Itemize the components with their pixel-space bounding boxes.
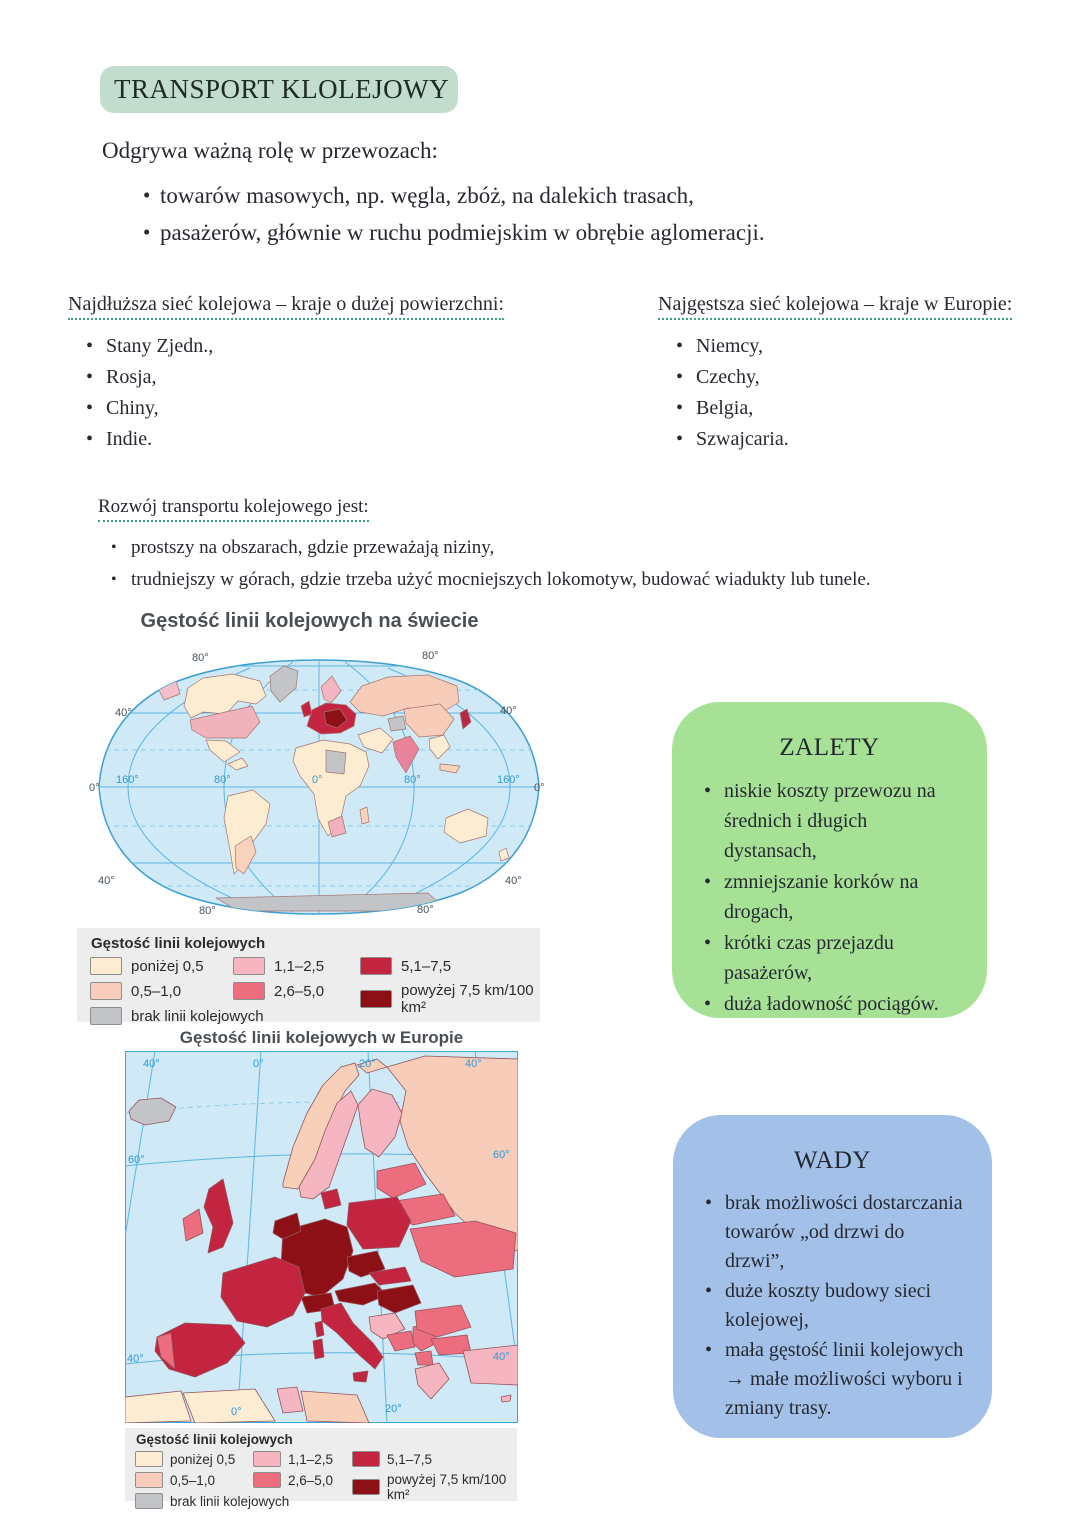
development-list bbox=[111, 532, 1028, 596]
svg-text:0°: 0° bbox=[534, 782, 545, 794]
list-item: • towarów masowych, np. węgla, zbóż, na dalekich trasach, bbox=[143, 177, 982, 214]
svg-text:40°: 40° bbox=[115, 707, 132, 719]
world-map-legend bbox=[77, 928, 540, 1025]
disadvantages-box bbox=[673, 1115, 992, 1438]
world-map bbox=[88, 646, 548, 918]
svg-text:20°: 20° bbox=[359, 1058, 376, 1070]
legend-swatch bbox=[253, 1451, 281, 1467]
svg-text:40°: 40° bbox=[505, 875, 522, 887]
list-item: • trudniejszy w górach, gdzie trzeba użyć mocniejszych lokomotyw, budować wiadukty lub tunele. bbox=[111, 564, 1028, 596]
svg-text:40°: 40° bbox=[98, 875, 115, 887]
legend-item: 5,1–7,5 bbox=[352, 1451, 517, 1467]
legend-item: 0,5–1,0 bbox=[90, 982, 264, 1000]
legend-swatch bbox=[90, 1007, 122, 1025]
svg-text:40°: 40° bbox=[143, 1058, 160, 1070]
densest-network-heading: Najgęstsza sieć kolejowa – kraje w Europie: bbox=[658, 293, 1012, 320]
svg-text:80°: 80° bbox=[404, 774, 421, 786]
world-map-title: Gęstość linii kolejowych na świecie bbox=[140, 610, 479, 632]
list-item: • mała gęstość linii kolejowych → małe możliwości wyboru i zmiany trasy. bbox=[699, 1336, 966, 1423]
legend-swatch bbox=[233, 982, 265, 1000]
svg-text:80°: 80° bbox=[417, 904, 434, 916]
list-item: • Stany Zjedn., bbox=[86, 331, 628, 362]
disadvantages-title: WADY bbox=[794, 1147, 871, 1174]
svg-text:160°: 160° bbox=[497, 774, 520, 786]
list-item: • pasażerów, głównie w ruchu podmiejskim w obrębie aglomeracji. bbox=[143, 214, 982, 251]
legend-item: brak linii kolejowych bbox=[90, 1007, 264, 1025]
advantages-title: ZALETY bbox=[779, 734, 880, 761]
page-title-text: TRANSPORT KLOLEJOWY bbox=[114, 74, 450, 104]
advantages-box bbox=[672, 702, 987, 1018]
legend-item: powyżej 7,5 km/100 km² bbox=[352, 1472, 517, 1502]
legend-swatch bbox=[233, 957, 265, 975]
legend-swatch bbox=[360, 957, 392, 975]
list-item: • Rosja, bbox=[86, 362, 628, 393]
longest-network-list bbox=[86, 331, 628, 455]
legend-item: 1,1–2,5 bbox=[233, 957, 324, 975]
legend-item: brak linii kolejowych bbox=[135, 1493, 289, 1509]
svg-text:160°: 160° bbox=[116, 774, 139, 786]
list-item: • Indie. bbox=[86, 424, 628, 455]
svg-text:40°: 40° bbox=[465, 1058, 482, 1070]
legend-item: 2,6–5,0 bbox=[233, 982, 324, 1000]
legend-title: Gęstość linii kolejowych bbox=[136, 1432, 293, 1447]
legend-item: 5,1–7,5 bbox=[360, 957, 540, 975]
longest-network-section bbox=[68, 293, 628, 455]
svg-text:80°: 80° bbox=[214, 774, 231, 786]
svg-text:0°: 0° bbox=[89, 782, 100, 794]
legend-swatch bbox=[352, 1451, 380, 1467]
europe-map-legend bbox=[125, 1428, 517, 1509]
intro-text: Odgrywa ważną rolę w przewozach: bbox=[102, 138, 438, 163]
svg-text:60°: 60° bbox=[128, 1154, 145, 1166]
list-item: • Niemcy, bbox=[676, 331, 1058, 362]
legend-swatch bbox=[90, 957, 122, 975]
legend-swatch bbox=[352, 1479, 380, 1495]
legend-swatch bbox=[135, 1451, 163, 1467]
intro-section bbox=[102, 138, 982, 251]
list-item: • prostszy na obszarach, gdzie przeważają niziny, bbox=[111, 532, 1028, 564]
densest-network-list bbox=[676, 331, 1058, 455]
svg-text:40°: 40° bbox=[500, 705, 517, 717]
list-item: • Chiny, bbox=[86, 393, 628, 424]
list-item: • Belgia, bbox=[676, 393, 1058, 424]
europe-map-title: Gęstość linii kolejowych w Europie bbox=[179, 1028, 464, 1047]
development-heading: Rozwój transportu kolejowego jest: bbox=[98, 496, 369, 522]
list-item: • Czechy, bbox=[676, 362, 1058, 393]
legend-item: poniżej 0,5 bbox=[90, 957, 264, 975]
svg-text:60°: 60° bbox=[493, 1149, 510, 1161]
legend-item: 0,5–1,0 bbox=[135, 1472, 289, 1488]
advantages-list bbox=[698, 776, 961, 1019]
svg-text:0°: 0° bbox=[253, 1058, 264, 1070]
svg-text:40°: 40° bbox=[127, 1353, 144, 1365]
longest-network-heading: Najdłuższa sieć kolejowa – kraje o dużej powierzchni: bbox=[68, 293, 504, 320]
list-item: • duża ładowność pociągów. bbox=[698, 989, 961, 1019]
intro-list bbox=[143, 177, 982, 251]
disadvantages-list bbox=[699, 1189, 966, 1423]
svg-text:80°: 80° bbox=[199, 905, 216, 917]
legend-title: Gęstość linii kolejowych bbox=[91, 935, 266, 952]
list-item: • zmniejszanie korków na drogach, bbox=[698, 867, 961, 927]
svg-text:0°: 0° bbox=[231, 1406, 242, 1418]
legend-swatch bbox=[90, 982, 122, 1000]
legend-item: powyżej 7,5 km/100 km² bbox=[360, 982, 540, 1016]
europe-map bbox=[125, 1051, 518, 1423]
legend-item: 1,1–2,5 bbox=[253, 1451, 333, 1467]
development-section bbox=[98, 496, 1028, 596]
svg-text:80°: 80° bbox=[422, 650, 439, 662]
svg-text:40°: 40° bbox=[493, 1351, 510, 1363]
legend-item: 2,6–5,0 bbox=[253, 1472, 333, 1488]
legend-swatch bbox=[253, 1472, 281, 1488]
list-item: • krótki czas przejazdu pasażerów, bbox=[698, 928, 961, 988]
list-item: • Szwajcaria. bbox=[676, 424, 1058, 455]
legend-swatch bbox=[135, 1493, 163, 1509]
svg-text:0°: 0° bbox=[312, 774, 323, 786]
list-item: • brak możliwości dostarczania towarów „od drzwi do drzwi”, bbox=[699, 1189, 966, 1276]
list-item: • niskie koszty przewozu na średnich i długich dystansach, bbox=[698, 776, 961, 866]
legend-item: poniżej 0,5 bbox=[135, 1451, 289, 1467]
densest-network-section bbox=[658, 293, 1058, 455]
legend-swatch bbox=[360, 990, 392, 1008]
page-title bbox=[100, 66, 458, 113]
list-item: • duże koszty budowy sieci kolejowej, bbox=[699, 1277, 966, 1335]
legend-swatch bbox=[135, 1472, 163, 1488]
svg-text:80°: 80° bbox=[192, 652, 209, 664]
svg-text:20°: 20° bbox=[385, 1403, 402, 1415]
